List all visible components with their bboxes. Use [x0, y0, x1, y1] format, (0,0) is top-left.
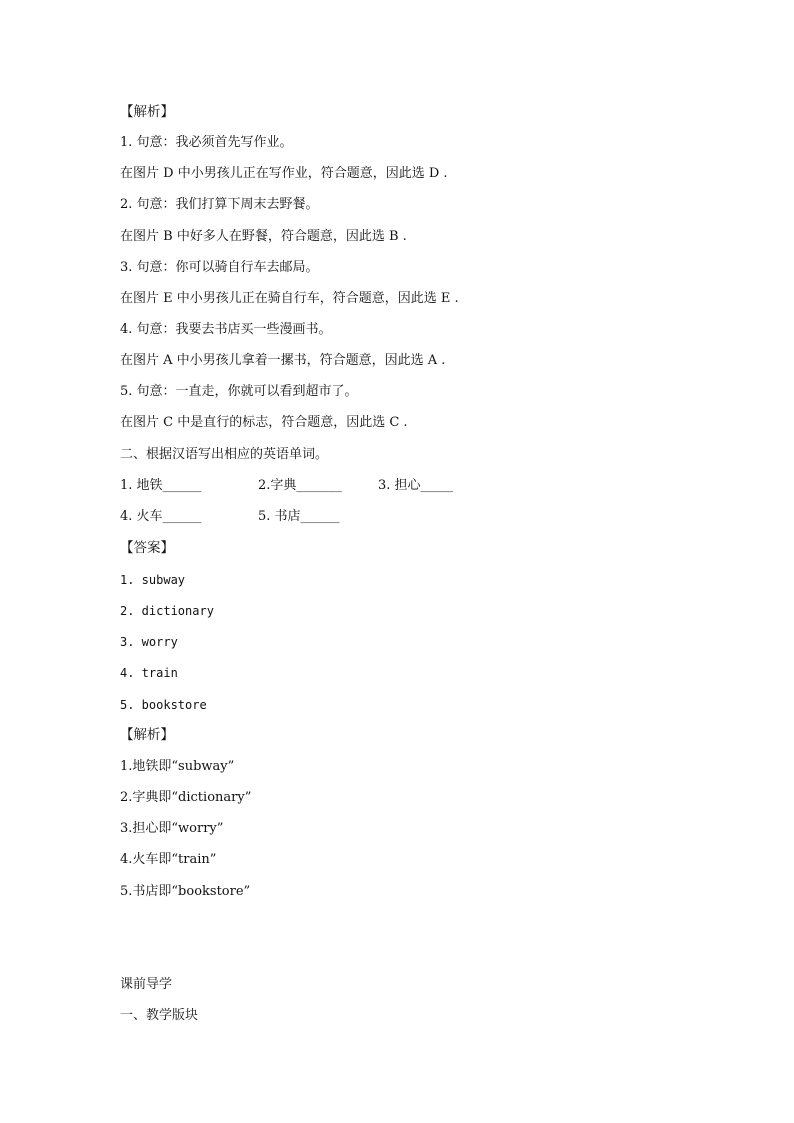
- answer-5: 5. bookstore: [120, 698, 207, 712]
- analysis-2: 2.字典即“dictionary”: [120, 790, 252, 805]
- section-2-title: 二、根据汉语写出相应的英语单词。: [120, 447, 329, 462]
- analysis-heading: 【解析】: [120, 104, 174, 120]
- answer-2: 2. dictionary: [120, 604, 214, 618]
- blank-item-3: 3. 担心_____: [378, 478, 454, 493]
- blank-item-1: 1. 地铁______: [120, 478, 202, 493]
- blank-item-2: 2.字典_______: [258, 478, 342, 493]
- analysis-3: 3.担心即“worry”: [120, 821, 224, 836]
- item-1-explanation: 在图片 D 中小男孩儿正在写作业，符合题意，因此选 D .: [120, 166, 448, 181]
- answer-3: 3. worry: [120, 635, 178, 649]
- item-5-explanation: 在图片 C 中是直行的标志，符合题意，因此选 C .: [120, 415, 408, 430]
- item-3-sentence: 3. 句意：你可以骑自行车去邮局。: [120, 260, 319, 275]
- pre-class-title: 课前导学: [120, 977, 173, 992]
- item-4-explanation: 在图片 A 中小男孩儿拿着一摞书，符合题意，因此选 A .: [120, 353, 446, 368]
- item-2-explanation: 在图片 B 中好多人在野餐，符合题意，因此选 B .: [120, 229, 407, 244]
- answer-heading: 【答案】: [120, 540, 174, 556]
- answer-1: 1. subway: [120, 573, 186, 587]
- item-1-sentence: 1. 句意：我必须首先写作业。: [120, 135, 293, 150]
- blank-item-5: 5. 书店______: [258, 509, 340, 524]
- blank-item-4: 4. 火车______: [120, 509, 202, 524]
- analysis-heading-2: 【解析】: [120, 727, 174, 743]
- item-5-sentence: 5. 句意：一直走，你就可以看到超市了。: [120, 384, 358, 399]
- item-3-explanation: 在图片 E 中小男孩儿正在骑自行车，符合题意，因此选 E .: [120, 291, 459, 306]
- teaching-section-title: 一、教学版块: [120, 1008, 199, 1023]
- answer-4: 4. train: [120, 666, 178, 680]
- analysis-5: 5.书店即“bookstore”: [120, 884, 251, 899]
- analysis-4: 4.火车即“train”: [120, 852, 217, 867]
- item-2-sentence: 2. 句意：我们打算下周末去野餐。: [120, 197, 319, 212]
- item-4-sentence: 4. 句意：我要去书店买一些漫画书。: [120, 322, 332, 337]
- analysis-1: 1.地铁即“subway”: [120, 759, 235, 774]
